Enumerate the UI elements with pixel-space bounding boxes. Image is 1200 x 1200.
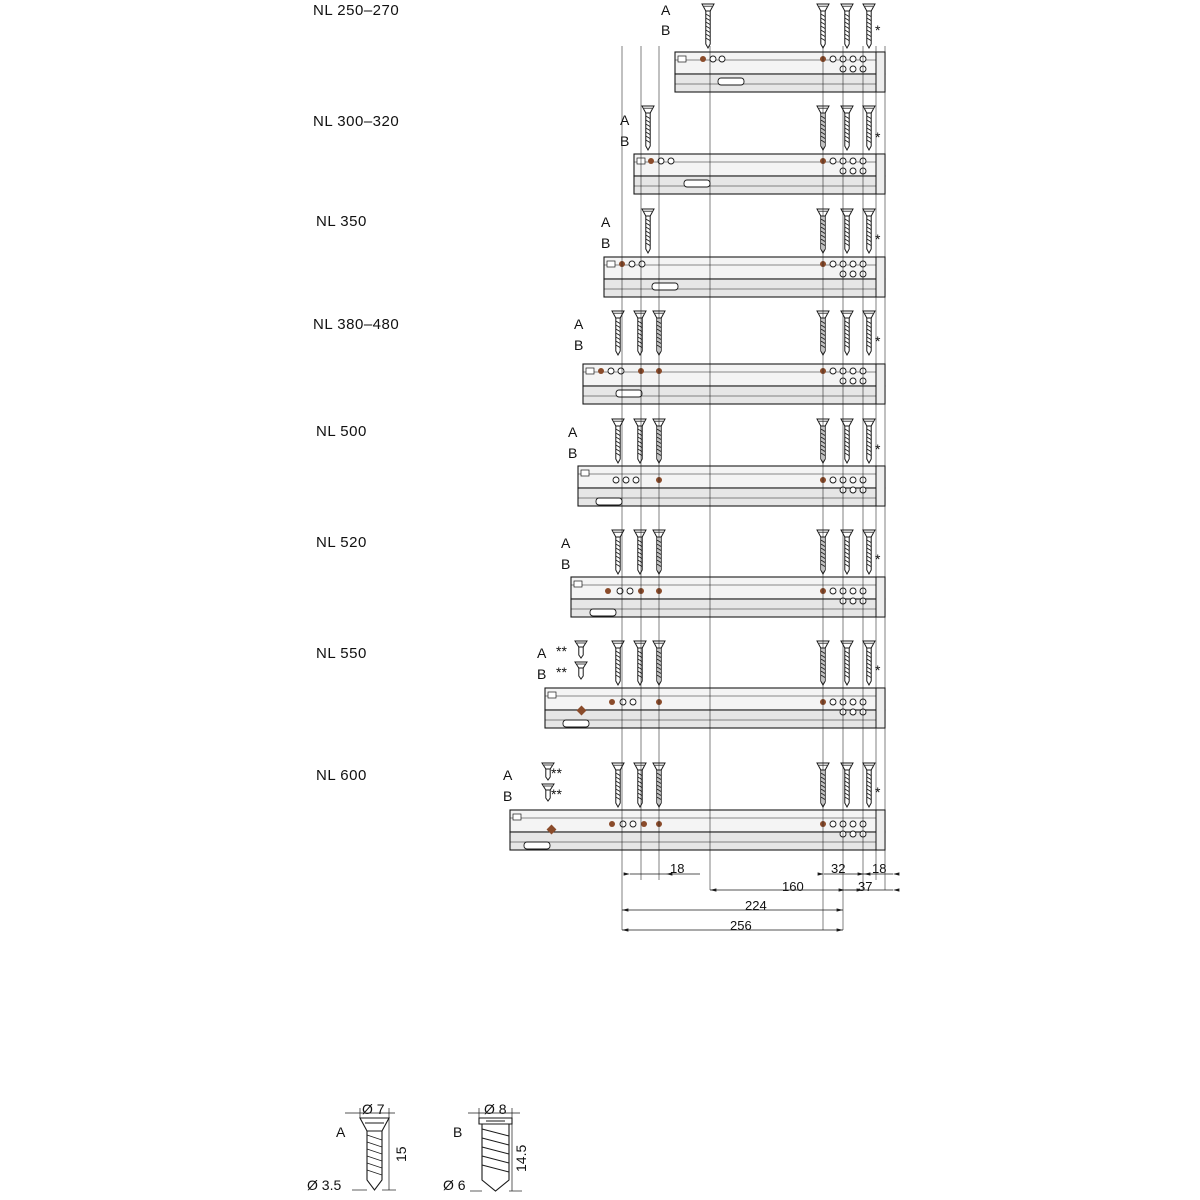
screw-symbols-row-3 [642,209,875,253]
row-label-nl-300-320: NL 300–320 [313,113,400,130]
screw-type-b-label-row6: B [561,556,571,572]
legend-screw-b-head-diameter: Ø 8 [484,1101,507,1117]
screw-symbols-row-2 [642,106,875,150]
footnote-star-row5: * [875,441,881,457]
runner-row-nl-380-480 [583,364,885,404]
screw-type-b-label-row8: B [503,788,513,804]
legend-screw-a-shank-diameter: Ø 3.5 [307,1177,342,1193]
legend-screw-b-drawing [468,1108,522,1191]
screw-type-b-label-row7: B [537,666,547,682]
row-label-nl-380-480: NL 380–480 [313,316,400,333]
footnote-star-row4: * [875,333,881,349]
screw-symbols-row-1 [702,4,875,48]
dimension-label-18-right: 18 [872,861,887,876]
screw-type-a-label-row7: A [537,645,547,661]
footnote-star-row6: * [875,551,881,567]
screw-type-a-label-row6: A [561,535,571,551]
legend-screw-b-length: 14.5 [513,1144,529,1172]
screw-symbols-row-8 [542,763,875,807]
dimension-label-256: 256 [730,918,752,933]
row-label-nl-600: NL 600 [316,767,367,784]
footnote-star-row1: * [875,22,881,38]
runner-row-nl-600 [510,810,885,850]
dimension-label-160: 160 [782,879,804,894]
row-label-nl-500: NL 500 [316,423,367,440]
dimension-label-37: 37 [858,879,873,894]
legend-screw-a-drawing [345,1108,396,1190]
row-label-nl-520: NL 520 [316,534,367,551]
legend-screw-a-head-diameter: Ø 7 [362,1101,385,1117]
screw-type-a-label-row3: A [601,214,611,230]
screw-type-a-label-row1: A [661,2,671,18]
row-label-nl-250-270: NL 250–270 [313,2,400,19]
legend-screw-a-length: 15 [393,1146,409,1162]
legend-screw-a-key: A [336,1124,346,1140]
footnote-star-row3: * [875,231,881,247]
runner-row-nl-500 [578,466,885,506]
screw-type-b-label-row4: B [574,337,584,353]
screw-type-a-label-row4: A [574,316,584,332]
footnote-star-row2: * [875,129,881,145]
runner-row-nl-550 [545,688,885,728]
row-label-nl-550: NL 550 [316,645,367,662]
legend-screw-b-shank-diameter: Ø 6 [443,1177,466,1193]
dimension-lines [622,874,893,930]
footnote-doublestar-row7-b: ** [556,664,567,680]
dimension-label-224: 224 [745,898,767,913]
screw-type-b-label-row5: B [568,445,578,461]
screw-symbols-row-5 [612,419,875,463]
row-label-nl-350: NL 350 [316,213,367,230]
dimension-label-18-left: 18 [670,861,685,876]
runner-row-nl-520 [571,577,885,617]
footnote-star-row7: * [875,662,881,678]
screw-type-a-label-row5: A [568,424,578,440]
runner-row-nl-250-270 [675,52,885,92]
screw-type-b-label-row3: B [601,235,611,251]
screw-type-a-label-row2: A [620,112,630,128]
runner-row-nl-300-320 [634,154,885,194]
screw-symbols-row-6 [612,530,875,574]
screw-type-a-label-row8: A [503,767,513,783]
footnote-doublestar-row8-b: ** [551,786,562,802]
legend-screw-b-key: B [453,1124,463,1140]
screw-type-b-label-row2: B [620,133,630,149]
screw-symbols-row-4 [612,311,875,355]
dimension-label-32: 32 [831,861,846,876]
screw-type-b-label-row1: B [661,22,671,38]
screw-symbols-row-7 [575,641,875,685]
footnote-doublestar-row8-a: ** [551,765,562,781]
footnote-doublestar-row7-a: ** [556,643,567,659]
footnote-star-row8: * [875,784,881,800]
